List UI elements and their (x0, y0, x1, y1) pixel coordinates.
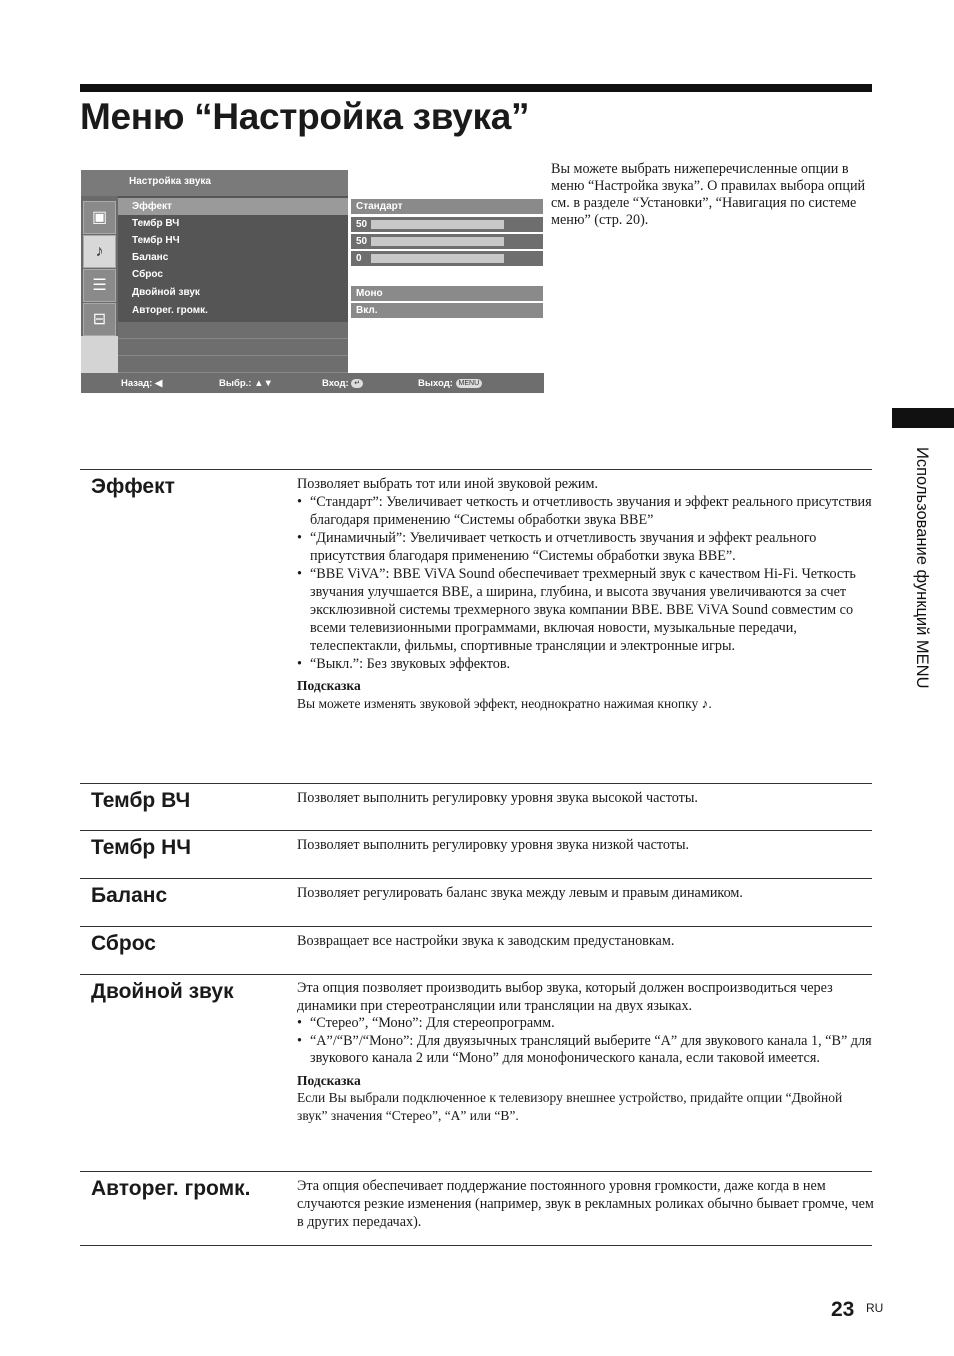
side-tab-label: Использование функций MENU (913, 447, 931, 689)
level-bar (371, 237, 504, 246)
footer-back: Назад: ◀ (121, 378, 163, 389)
section-body: Позволяет регулировать баланс звука между левым и правым динамиком. (297, 885, 743, 901)
page-number: 23 (831, 1298, 855, 1321)
section-title: Авторег. громк. (91, 1177, 251, 1200)
up-down-arrow-icon: ▲▼ (254, 378, 273, 389)
osd-row-bass: Тембр НЧ (132, 235, 180, 246)
osd-value-dual: Моно (351, 286, 543, 301)
music-note-icon: ♪ (83, 235, 116, 268)
hint-title: Подсказка (297, 1072, 361, 1088)
osd-row-avl: Авторег. громк. (132, 305, 208, 316)
list-item: • “BBE ViVA”: BBE ViVA Sound обеспечивает трехмерный звук с качеством Hi-Fi. Четкость звучания улучшается BBE, а ширина, глубина, и высота звучания увеличиваются за счет эксклюзивной системы трехмерного звука компании BBE. BBE ViVA Sound совместим со всеми телевизионными программами, включая новости, музыкальные передачи, телеспектакли, фильмы, спортивные трансляции и электронные игры. (297, 565, 875, 655)
page-language: RU (866, 1301, 884, 1315)
list-item: • “A”/“B”/“Моно”: Для двуязычных трансляций выберите “A” для звукового канала 1, “B” для звукового канала 2 или “Моно” для монофонического канала, если таковой имеется. (297, 1033, 875, 1068)
osd-value-treble: 50 (351, 217, 543, 232)
osd-row-balance: Баланс (132, 252, 169, 263)
list-item: • “Выкл.”: Без звуковых эффектов. (297, 655, 875, 673)
section-title: Двойной звук (91, 980, 234, 1003)
page-title: Меню “Настройка звука” (80, 96, 530, 137)
section-body: Эта опция позволяет производить выбор звука, который должен воспроизводиться через динамики при стереотрансляции или трансляции на двух языках. • “Стерео”, “Моно”: Для стереопрограмм. • “A”/“B”/“Моно”: Для двуязычных трансляций выберите “A” для звукового канала 1, “B” для звукового канала 2 или “Моно” для монофонического канала, если таковой имеется. Подсказка Если Вы выбрали подключенное к телевизору внешнее устройство, придайте опции “Двойной звук” значения “Стерео”, “A” или “B”. (297, 980, 875, 1124)
osd-row-dual: Двойной звук (132, 287, 200, 298)
osd-icon-column (81, 196, 118, 336)
footer-exit: Выход: MENU (418, 378, 482, 389)
section-body: Позволяет выполнить регулировку уровня звука высокой частоты. (297, 790, 698, 806)
hint-text: Если Вы выбрали подключенное к телевизору внешнее устройство, придайте опции “Двойной звук” значения “Стерео”, “A” или “B”. (297, 1090, 843, 1123)
section-effect (80, 469, 872, 711)
section-reset (80, 926, 872, 955)
section-dual-sound (80, 974, 872, 1123)
section-treble (80, 783, 872, 812)
section-body: Позволяет выбрать тот или иной звуковой режим. • “Стандарт”: Увеличивает четкость и отчетливость звучания и эффект реального присутствия благодаря применению “Системы обработки звука BBE” • “Динамичный”: Увеличивает четкость и отчетливость звучания и эффект реального присутствия благодаря применению “Системы обработки звука BBE”. • “BBE ViVA”: BBE ViVA Sound обеспечивает трехмерный звук с качеством Hi-Fi. Четкость звучания улучшается BBE, а ширина, глубина, и высота звучания увеличиваются за счет эксклюзивной системы трехмерного звука компании BBE. BBE ViVA Sound совместим со всеми телевизионными программами, включая новости, музыкальные передачи, телеспектакли, фильмы, спортивные трансляции и электронные игры. • “Выкл.”: Без звуковых эффектов. Подсказка Вы можете изменять звуковой эффект, неоднократно нажимая кнопку ♪. (297, 475, 875, 713)
bottom-rule (80, 1245, 872, 1246)
section-title: Сброс (91, 932, 156, 955)
toolbox-icon: ⊟ (83, 303, 116, 336)
osd-value-effect: Стандарт (351, 199, 543, 214)
section-body: Возвращает все настройки звука к заводским предустановкам. (297, 933, 675, 949)
footer-enter: Вход: ↵ (322, 378, 363, 389)
side-tab-marker (892, 408, 954, 428)
osd-footer (81, 373, 544, 393)
section-body: Эта опция обеспечивает поддержание постоянного уровня громкости, даже когда в нем случаются резкие изменения (например, звук в рекламных роликах обычно бывает громче, чем в других передачах). (297, 1178, 874, 1230)
hint-text: Вы можете изменять звуковой эффект, неоднократно нажимая кнопку ♪. (297, 696, 712, 711)
section-body: Позволяет выполнить регулировку уровня звука низкой частоты. (297, 837, 690, 853)
osd-value-balance: 0 (351, 251, 543, 266)
tv-menu-screenshot (81, 170, 544, 393)
section-avl (80, 1171, 874, 1230)
back-arrow-icon: ◀ (154, 378, 163, 389)
list-item: • “Стерео”, “Моно”: Для стереопрограмм. (297, 1015, 875, 1033)
section-bass (80, 830, 872, 859)
checklist-icon: ☰ (83, 269, 116, 302)
osd-value-bass: 50 (351, 234, 543, 249)
hint-title: Подсказка (297, 678, 361, 693)
list-item: • “Стандарт”: Увеличивает четкость и отчетливость звучания и эффект реального присутствия благодаря применению “Системы обработки звука BBE” (297, 493, 875, 529)
picture-icon: ▣ (83, 201, 116, 234)
enter-key-icon: ↵ (351, 379, 363, 388)
level-bar (371, 254, 504, 263)
osd-header: Настройка звука (81, 170, 348, 196)
section-title: Эффект (91, 475, 175, 498)
osd-row-reset: Сброс (132, 269, 163, 280)
osd-value-avl: Вкл. (351, 303, 543, 318)
list-item: • “Динамичный”: Увеличивает четкость и отчетливость звучания и эффект реального присутствия благодаря применению “Системы обработки звука BBE”. (297, 529, 875, 565)
menu-key-icon: MENU (456, 379, 483, 388)
level-bar (371, 220, 504, 229)
osd-row-treble: Тембр ВЧ (132, 218, 180, 229)
section-title: Тембр ВЧ (91, 789, 191, 812)
intro-text: Вы можете выбрать нижеперечисленные опции в меню “Настройка звука”. О правилах выбора опций см. в разделе “Установки”, “Навигация по системе меню” (стр. 20). (551, 161, 866, 228)
footer-select: Выбр.: ▲▼ (219, 378, 273, 389)
section-balance (80, 878, 872, 907)
top-rule (80, 84, 872, 92)
section-title: Тембр НЧ (91, 836, 191, 859)
osd-row-effect: Эффект (118, 198, 348, 215)
section-title: Баланс (91, 884, 168, 907)
